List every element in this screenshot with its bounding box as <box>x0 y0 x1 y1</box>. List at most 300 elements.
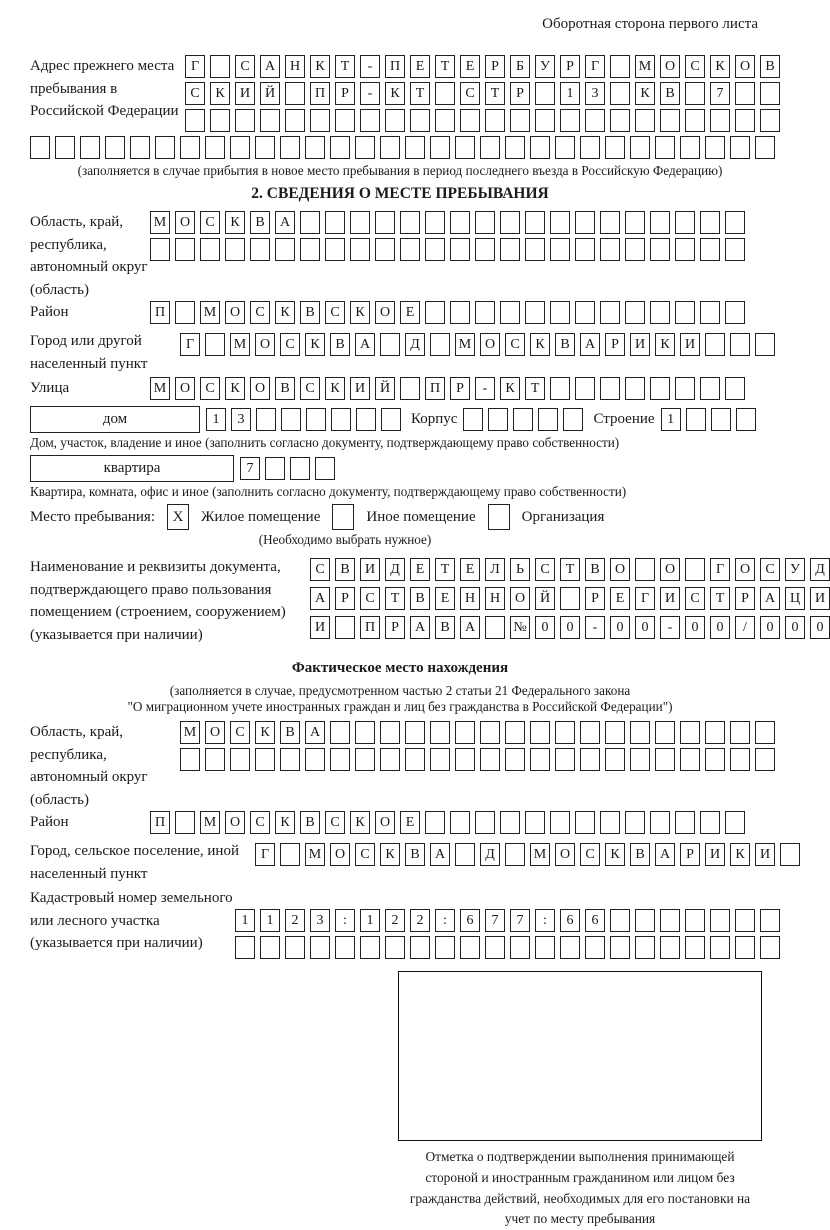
char-box[interactable]: О <box>610 558 630 581</box>
char-box[interactable] <box>300 238 320 261</box>
char-box[interactable] <box>655 748 675 771</box>
char-box[interactable] <box>405 721 425 744</box>
char-box[interactable] <box>600 377 620 400</box>
char-box[interactable] <box>450 811 470 834</box>
char-box[interactable] <box>575 301 595 324</box>
char-box[interactable] <box>230 136 250 159</box>
char-box[interactable] <box>725 211 745 234</box>
char-box[interactable] <box>560 936 580 959</box>
char-box[interactable] <box>610 109 630 132</box>
char-box[interactable] <box>150 238 170 261</box>
char-box[interactable]: С <box>460 82 480 105</box>
char-box[interactable] <box>105 136 125 159</box>
char-box[interactable]: Т <box>410 82 430 105</box>
char-box[interactable] <box>730 748 750 771</box>
char-box[interactable]: О <box>250 377 270 400</box>
char-box[interactable]: 3 <box>231 408 251 431</box>
char-box[interactable]: 1 <box>360 909 380 932</box>
char-box[interactable] <box>180 136 200 159</box>
char-box[interactable]: 6 <box>560 909 580 932</box>
char-box[interactable] <box>600 811 620 834</box>
char-box[interactable] <box>455 748 475 771</box>
char-box[interactable] <box>290 457 310 480</box>
char-box[interactable] <box>455 136 475 159</box>
char-box[interactable]: - <box>475 377 495 400</box>
char-box[interactable] <box>380 333 400 356</box>
char-box[interactable]: В <box>555 333 575 356</box>
char-box[interactable]: В <box>330 333 350 356</box>
char-box[interactable]: В <box>585 558 605 581</box>
char-box[interactable]: И <box>350 377 370 400</box>
char-box[interactable] <box>575 211 595 234</box>
char-box[interactable] <box>500 301 520 324</box>
char-box[interactable]: 7 <box>485 909 505 932</box>
char-box[interactable] <box>280 748 300 771</box>
char-box[interactable]: К <box>730 843 750 866</box>
char-box[interactable]: 0 <box>685 616 705 639</box>
char-box[interactable]: Т <box>560 558 580 581</box>
char-box[interactable] <box>480 748 500 771</box>
checkbox-organization[interactable] <box>488 504 510 530</box>
char-box[interactable]: Е <box>460 55 480 78</box>
char-box[interactable] <box>760 109 780 132</box>
char-box[interactable]: 0 <box>535 616 555 639</box>
char-box[interactable]: В <box>435 616 455 639</box>
char-box[interactable]: Й <box>535 587 555 610</box>
char-box[interactable]: Л <box>485 558 505 581</box>
char-box[interactable] <box>235 109 255 132</box>
char-box[interactable]: О <box>555 843 575 866</box>
char-box[interactable] <box>335 936 355 959</box>
checkbox-other-premises[interactable] <box>332 504 354 530</box>
char-box[interactable] <box>735 82 755 105</box>
char-box[interactable]: К <box>350 811 370 834</box>
char-box[interactable]: № <box>510 616 530 639</box>
char-box[interactable] <box>380 136 400 159</box>
char-box[interactable]: Е <box>610 587 630 610</box>
char-box[interactable]: Е <box>400 301 420 324</box>
char-box[interactable] <box>630 748 650 771</box>
char-box[interactable]: О <box>735 558 755 581</box>
char-box[interactable] <box>510 936 530 959</box>
char-box[interactable] <box>625 211 645 234</box>
char-box[interactable] <box>505 748 525 771</box>
char-box[interactable] <box>225 238 245 261</box>
char-box[interactable] <box>255 748 275 771</box>
char-box[interactable]: 0 <box>560 616 580 639</box>
char-box[interactable]: Е <box>410 558 430 581</box>
char-box[interactable] <box>256 408 276 431</box>
char-box[interactable] <box>310 936 330 959</box>
char-box[interactable]: И <box>680 333 700 356</box>
char-box[interactable] <box>650 811 670 834</box>
char-box[interactable]: П <box>425 377 445 400</box>
char-box[interactable] <box>275 238 295 261</box>
char-box[interactable] <box>380 748 400 771</box>
char-box[interactable]: О <box>510 587 530 610</box>
char-box[interactable]: К <box>225 211 245 234</box>
char-box[interactable] <box>525 238 545 261</box>
char-box[interactable] <box>205 748 225 771</box>
char-box[interactable] <box>630 136 650 159</box>
char-box[interactable]: / <box>735 616 755 639</box>
char-box[interactable] <box>538 408 558 431</box>
char-box[interactable] <box>535 109 555 132</box>
char-box[interactable]: С <box>185 82 205 105</box>
char-box[interactable] <box>230 748 250 771</box>
char-box[interactable] <box>405 748 425 771</box>
char-box[interactable]: С <box>580 843 600 866</box>
char-box[interactable] <box>335 109 355 132</box>
char-box[interactable] <box>355 136 375 159</box>
char-box[interactable]: Р <box>485 55 505 78</box>
char-box[interactable]: Т <box>710 587 730 610</box>
char-box[interactable]: - <box>660 616 680 639</box>
char-box[interactable] <box>488 408 508 431</box>
char-box[interactable]: Р <box>335 587 355 610</box>
char-box[interactable] <box>235 936 255 959</box>
char-box[interactable] <box>760 936 780 959</box>
char-box[interactable] <box>610 82 630 105</box>
char-box[interactable] <box>425 301 445 324</box>
char-box[interactable] <box>500 238 520 261</box>
char-box[interactable]: 2 <box>385 909 405 932</box>
char-box[interactable] <box>350 238 370 261</box>
char-box[interactable]: П <box>150 301 170 324</box>
char-box[interactable]: Б <box>510 55 530 78</box>
char-box[interactable] <box>660 109 680 132</box>
char-box[interactable] <box>730 333 750 356</box>
char-box[interactable]: - <box>360 55 380 78</box>
char-box[interactable] <box>175 238 195 261</box>
char-box[interactable]: 0 <box>810 616 830 639</box>
char-box[interactable] <box>175 301 195 324</box>
char-box[interactable] <box>580 748 600 771</box>
char-box[interactable] <box>610 55 630 78</box>
char-box[interactable]: В <box>660 82 680 105</box>
char-box[interactable] <box>530 721 550 744</box>
char-box[interactable] <box>400 377 420 400</box>
char-box[interactable] <box>585 936 605 959</box>
char-box[interactable] <box>580 721 600 744</box>
char-box[interactable]: М <box>150 377 170 400</box>
char-box[interactable] <box>360 936 380 959</box>
char-box[interactable] <box>610 909 630 932</box>
char-box[interactable]: С <box>200 211 220 234</box>
char-box[interactable]: 7 <box>240 457 260 480</box>
char-box[interactable] <box>475 301 495 324</box>
char-box[interactable]: М <box>150 211 170 234</box>
char-box[interactable]: О <box>225 811 245 834</box>
char-box[interactable]: Г <box>710 558 730 581</box>
char-box[interactable]: С <box>250 301 270 324</box>
char-box[interactable]: И <box>705 843 725 866</box>
char-box[interactable] <box>260 109 280 132</box>
char-box[interactable]: И <box>810 587 830 610</box>
char-box[interactable]: : <box>335 909 355 932</box>
char-box[interactable] <box>475 211 495 234</box>
char-box[interactable]: М <box>530 843 550 866</box>
char-box[interactable] <box>710 909 730 932</box>
char-box[interactable]: 7 <box>710 82 730 105</box>
char-box[interactable]: 0 <box>710 616 730 639</box>
char-box[interactable] <box>625 811 645 834</box>
char-box[interactable]: А <box>275 211 295 234</box>
char-box[interactable] <box>555 136 575 159</box>
char-box[interactable]: К <box>255 721 275 744</box>
char-box[interactable]: Д <box>405 333 425 356</box>
char-box[interactable]: В <box>335 558 355 581</box>
char-box[interactable]: А <box>460 616 480 639</box>
char-box[interactable] <box>635 909 655 932</box>
char-box[interactable] <box>680 721 700 744</box>
char-box[interactable] <box>315 457 335 480</box>
char-box[interactable]: К <box>655 333 675 356</box>
char-box[interactable]: У <box>535 55 555 78</box>
char-box[interactable]: 6 <box>585 909 605 932</box>
char-box[interactable] <box>600 301 620 324</box>
char-box[interactable] <box>180 748 200 771</box>
char-box[interactable]: К <box>225 377 245 400</box>
char-box[interactable] <box>285 109 305 132</box>
char-box[interactable] <box>130 136 150 159</box>
char-box[interactable]: В <box>410 587 430 610</box>
char-box[interactable] <box>435 936 455 959</box>
char-box[interactable]: К <box>500 377 520 400</box>
char-box[interactable]: Г <box>635 587 655 610</box>
char-box[interactable] <box>350 211 370 234</box>
char-box[interactable] <box>550 238 570 261</box>
char-box[interactable] <box>310 109 330 132</box>
char-box[interactable] <box>550 811 570 834</box>
char-box[interactable] <box>265 457 285 480</box>
char-box[interactable] <box>660 909 680 932</box>
char-box[interactable] <box>250 238 270 261</box>
char-box[interactable]: М <box>200 811 220 834</box>
char-box[interactable] <box>580 136 600 159</box>
char-box[interactable]: : <box>535 909 555 932</box>
char-box[interactable] <box>205 136 225 159</box>
char-box[interactable]: И <box>235 82 255 105</box>
char-box[interactable]: В <box>760 55 780 78</box>
char-box[interactable] <box>710 109 730 132</box>
char-box[interactable] <box>700 238 720 261</box>
char-box[interactable] <box>375 238 395 261</box>
char-box[interactable]: 0 <box>785 616 805 639</box>
char-box[interactable] <box>660 936 680 959</box>
char-box[interactable]: И <box>630 333 650 356</box>
char-box[interactable]: И <box>360 558 380 581</box>
char-box[interactable]: М <box>200 301 220 324</box>
char-box[interactable]: М <box>635 55 655 78</box>
char-box[interactable] <box>550 211 570 234</box>
char-box[interactable] <box>625 377 645 400</box>
char-box[interactable] <box>355 748 375 771</box>
char-box[interactable] <box>450 301 470 324</box>
char-box[interactable] <box>425 238 445 261</box>
apartment-widebox[interactable]: квартира <box>30 455 234 482</box>
char-box[interactable]: Р <box>680 843 700 866</box>
char-box[interactable]: М <box>305 843 325 866</box>
char-box[interactable]: В <box>630 843 650 866</box>
char-box[interactable]: М <box>455 333 475 356</box>
char-box[interactable]: С <box>505 333 525 356</box>
char-box[interactable]: О <box>175 211 195 234</box>
char-box[interactable]: Е <box>400 811 420 834</box>
char-box[interactable] <box>675 377 695 400</box>
char-box[interactable]: С <box>200 377 220 400</box>
char-box[interactable] <box>650 301 670 324</box>
char-box[interactable]: С <box>230 721 250 744</box>
char-box[interactable] <box>530 748 550 771</box>
char-box[interactable]: О <box>480 333 500 356</box>
char-box[interactable]: 0 <box>760 616 780 639</box>
char-box[interactable] <box>725 811 745 834</box>
char-box[interactable]: О <box>205 721 225 744</box>
char-box[interactable]: К <box>210 82 230 105</box>
char-box[interactable]: С <box>360 587 380 610</box>
char-box[interactable]: - <box>360 82 380 105</box>
char-box[interactable]: О <box>225 301 245 324</box>
char-box[interactable] <box>735 909 755 932</box>
char-box[interactable] <box>435 109 455 132</box>
char-box[interactable] <box>725 301 745 324</box>
char-box[interactable] <box>280 843 300 866</box>
char-box[interactable] <box>575 238 595 261</box>
char-box[interactable]: Т <box>525 377 545 400</box>
char-box[interactable]: С <box>760 558 780 581</box>
char-box[interactable]: К <box>380 843 400 866</box>
char-box[interactable]: В <box>250 211 270 234</box>
char-box[interactable]: Н <box>485 587 505 610</box>
char-box[interactable]: Г <box>255 843 275 866</box>
char-box[interactable] <box>650 377 670 400</box>
char-box[interactable]: 2 <box>285 909 305 932</box>
char-box[interactable] <box>700 811 720 834</box>
char-box[interactable] <box>450 211 470 234</box>
char-box[interactable] <box>555 748 575 771</box>
char-box[interactable] <box>710 936 730 959</box>
char-box[interactable] <box>675 238 695 261</box>
char-box[interactable]: С <box>300 377 320 400</box>
char-box[interactable] <box>736 408 756 431</box>
char-box[interactable] <box>635 558 655 581</box>
char-box[interactable]: О <box>175 377 195 400</box>
char-box[interactable]: П <box>360 616 380 639</box>
char-box[interactable]: А <box>580 333 600 356</box>
char-box[interactable] <box>705 136 725 159</box>
char-box[interactable] <box>675 811 695 834</box>
char-box[interactable] <box>700 301 720 324</box>
char-box[interactable]: 1 <box>560 82 580 105</box>
char-box[interactable] <box>500 211 520 234</box>
char-box[interactable]: Е <box>460 558 480 581</box>
char-box[interactable] <box>425 211 445 234</box>
char-box[interactable] <box>380 721 400 744</box>
char-box[interactable]: К <box>710 55 730 78</box>
char-box[interactable] <box>655 136 675 159</box>
char-box[interactable]: 6 <box>460 909 480 932</box>
char-box[interactable] <box>705 721 725 744</box>
char-box[interactable] <box>760 82 780 105</box>
char-box[interactable] <box>405 136 425 159</box>
char-box[interactable]: С <box>250 811 270 834</box>
char-box[interactable]: Й <box>375 377 395 400</box>
char-box[interactable] <box>735 109 755 132</box>
char-box[interactable] <box>485 616 505 639</box>
char-box[interactable] <box>505 843 525 866</box>
char-box[interactable] <box>175 811 195 834</box>
char-box[interactable]: С <box>685 587 705 610</box>
char-box[interactable] <box>385 109 405 132</box>
char-box[interactable] <box>625 301 645 324</box>
char-box[interactable]: Т <box>385 587 405 610</box>
char-box[interactable]: О <box>330 843 350 866</box>
char-box[interactable]: С <box>535 558 555 581</box>
char-box[interactable]: К <box>530 333 550 356</box>
char-box[interactable]: О <box>735 55 755 78</box>
char-box[interactable] <box>630 721 650 744</box>
char-box[interactable] <box>513 408 533 431</box>
char-box[interactable] <box>480 721 500 744</box>
char-box[interactable]: О <box>660 558 680 581</box>
char-box[interactable]: Ц <box>785 587 805 610</box>
char-box[interactable]: Р <box>585 587 605 610</box>
char-box[interactable]: : <box>435 909 455 932</box>
char-box[interactable] <box>560 587 580 610</box>
char-box[interactable] <box>430 333 450 356</box>
char-box[interactable]: П <box>150 811 170 834</box>
char-box[interactable]: Е <box>435 587 455 610</box>
char-box[interactable]: Г <box>585 55 605 78</box>
char-box[interactable] <box>330 136 350 159</box>
char-box[interactable]: С <box>325 301 345 324</box>
char-box[interactable] <box>685 558 705 581</box>
char-box[interactable] <box>605 748 625 771</box>
char-box[interactable] <box>675 301 695 324</box>
char-box[interactable]: С <box>355 843 375 866</box>
char-box[interactable]: 3 <box>310 909 330 932</box>
house-widebox[interactable]: дом <box>30 406 200 433</box>
char-box[interactable] <box>285 936 305 959</box>
char-box[interactable] <box>430 136 450 159</box>
char-box[interactable] <box>730 721 750 744</box>
char-box[interactable]: Т <box>435 558 455 581</box>
char-box[interactable] <box>305 136 325 159</box>
char-box[interactable]: А <box>760 587 780 610</box>
char-box[interactable] <box>600 238 620 261</box>
char-box[interactable] <box>260 936 280 959</box>
char-box[interactable] <box>155 136 175 159</box>
char-box[interactable] <box>725 238 745 261</box>
char-box[interactable] <box>330 721 350 744</box>
char-box[interactable]: Р <box>385 616 405 639</box>
char-box[interactable] <box>685 82 705 105</box>
char-box[interactable] <box>300 211 320 234</box>
char-box[interactable]: С <box>280 333 300 356</box>
char-box[interactable]: А <box>305 721 325 744</box>
char-box[interactable] <box>80 136 100 159</box>
char-box[interactable] <box>755 721 775 744</box>
char-box[interactable] <box>335 616 355 639</box>
char-box[interactable] <box>563 408 583 431</box>
char-box[interactable]: Д <box>810 558 830 581</box>
char-box[interactable] <box>605 721 625 744</box>
char-box[interactable]: О <box>375 811 395 834</box>
char-box[interactable] <box>575 811 595 834</box>
char-box[interactable] <box>625 238 645 261</box>
char-box[interactable] <box>280 136 300 159</box>
